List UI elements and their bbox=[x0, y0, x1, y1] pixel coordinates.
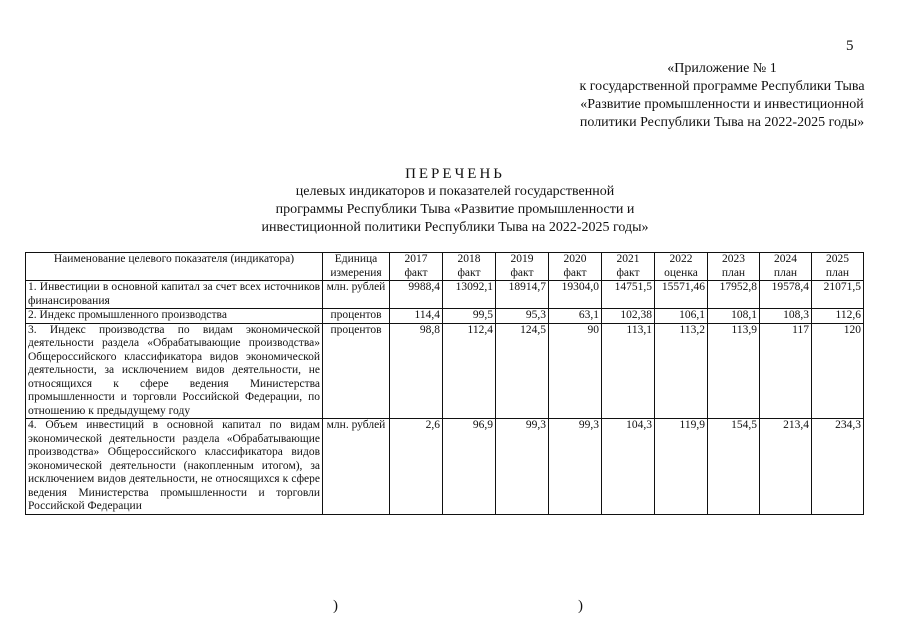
value-cell: 19304,0 bbox=[549, 281, 602, 309]
value-cell: 106,1 bbox=[655, 309, 708, 324]
value-cell: 114,4 bbox=[390, 309, 443, 324]
value-cell: 21071,5 bbox=[812, 281, 864, 309]
page-number: 5 bbox=[846, 38, 854, 54]
indicator-name: 2. Индекс промышленного производства bbox=[26, 309, 323, 324]
value-cell: 104,3 bbox=[602, 419, 655, 515]
bottom-mark: ) bbox=[333, 598, 338, 614]
indicator-name: 4. Объем инвестиций в основной капитал по видам экономической деятельности раздела «Обрабатывающие производства» Общероссийского классификатора видов экономической деятельности (накопленным итогом), за исключением видов деятельности, не относящихся к сфере ведения Министерства промышленности и торговли Российской Федерации bbox=[26, 419, 323, 515]
header-year: 2020 факт bbox=[549, 253, 602, 281]
value-cell: 15571,46 bbox=[655, 281, 708, 309]
value-cell: 154,5 bbox=[708, 419, 760, 515]
indicator-unit: млн. рублей bbox=[323, 281, 390, 309]
table-row bbox=[26, 323, 864, 419]
header-unit: Единица измерения bbox=[323, 253, 390, 281]
appendix-block bbox=[552, 60, 892, 132]
value-cell: 113,9 bbox=[708, 323, 760, 419]
value-cell: 95,3 bbox=[496, 309, 549, 324]
value-cell: 13092,1 bbox=[443, 281, 496, 309]
indicator-unit: млн. рублей bbox=[323, 419, 390, 515]
table-row bbox=[26, 309, 864, 324]
value-cell: 112,4 bbox=[443, 323, 496, 419]
title-heading: ПЕРЕЧЕНЬ bbox=[405, 166, 505, 182]
value-cell: 112,6 bbox=[812, 309, 864, 324]
value-cell: 90 bbox=[549, 323, 602, 419]
title-line: целевых индикаторов и показателей государственной bbox=[295, 184, 615, 199]
header-year: 2025 план bbox=[812, 253, 864, 281]
bottom-mark: ) bbox=[578, 598, 583, 614]
document-title bbox=[230, 165, 680, 237]
indicator-name: 1. Инвестиции в основной капитал за счет всех источников финансирования bbox=[26, 281, 323, 309]
value-cell: 98,8 bbox=[390, 323, 443, 419]
appendix-line: к государственной программе Республики Тыва bbox=[579, 79, 865, 94]
value-cell: 117 bbox=[760, 323, 812, 419]
header-year: 2019 факт bbox=[496, 253, 549, 281]
header-year: 2024 план bbox=[760, 253, 812, 281]
appendix-line: политики Республики Тыва на 2022-2025 годы» bbox=[579, 115, 865, 130]
table-row bbox=[26, 281, 864, 309]
indicator-unit: процентов bbox=[323, 309, 390, 324]
value-cell: 99,5 bbox=[443, 309, 496, 324]
value-cell: 120 bbox=[812, 323, 864, 419]
table-row bbox=[26, 419, 864, 515]
header-year: 2017 факт bbox=[390, 253, 443, 281]
value-cell: 113,2 bbox=[655, 323, 708, 419]
value-cell: 102,38 bbox=[602, 309, 655, 324]
value-cell: 108,3 bbox=[760, 309, 812, 324]
value-cell: 19578,4 bbox=[760, 281, 812, 309]
value-cell: 18914,7 bbox=[496, 281, 549, 309]
value-cell: 14751,5 bbox=[602, 281, 655, 309]
indicator-unit: процентов bbox=[323, 323, 390, 419]
header-year: 2023 план bbox=[708, 253, 760, 281]
value-cell: 63,1 bbox=[549, 309, 602, 324]
value-cell: 99,3 bbox=[496, 419, 549, 515]
appendix-line: «Развитие промышленности и инвестиционной bbox=[580, 97, 864, 112]
value-cell: 234,3 bbox=[812, 419, 864, 515]
title-line: инвестиционной политики Республики Тыва на 2022-2025 годы» bbox=[261, 220, 649, 235]
value-cell: 108,1 bbox=[708, 309, 760, 324]
value-cell: 213,4 bbox=[760, 419, 812, 515]
title-line: программы Республики Тыва «Развитие промышленности и bbox=[275, 202, 635, 217]
header-name: Наименование целевого показателя (индикатора) bbox=[26, 253, 323, 281]
header-year: 2021 факт bbox=[602, 253, 655, 281]
value-cell: 2,6 bbox=[390, 419, 443, 515]
appendix-line: «Приложение № 1 bbox=[667, 61, 777, 76]
value-cell: 96,9 bbox=[443, 419, 496, 515]
value-cell: 9988,4 bbox=[390, 281, 443, 309]
value-cell: 17952,8 bbox=[708, 281, 760, 309]
value-cell: 124,5 bbox=[496, 323, 549, 419]
indicator-name: 3. Индекс производства по видам экономической деятельности раздела «Обрабатывающие производства» Общероссийского классификатора видов экономической деятельности, за исключением видов деятельности, не относящихся к сфере ведения Министерства промышленности и торговли Российской Федерации, по отношению к предыдущему году bbox=[26, 323, 323, 419]
indicators-table bbox=[25, 252, 864, 515]
header-year: 2018 факт bbox=[443, 253, 496, 281]
table-header-row bbox=[26, 253, 864, 281]
value-cell: 113,1 bbox=[602, 323, 655, 419]
value-cell: 119,9 bbox=[655, 419, 708, 515]
value-cell: 99,3 bbox=[549, 419, 602, 515]
header-year: 2022 оценка bbox=[655, 253, 708, 281]
